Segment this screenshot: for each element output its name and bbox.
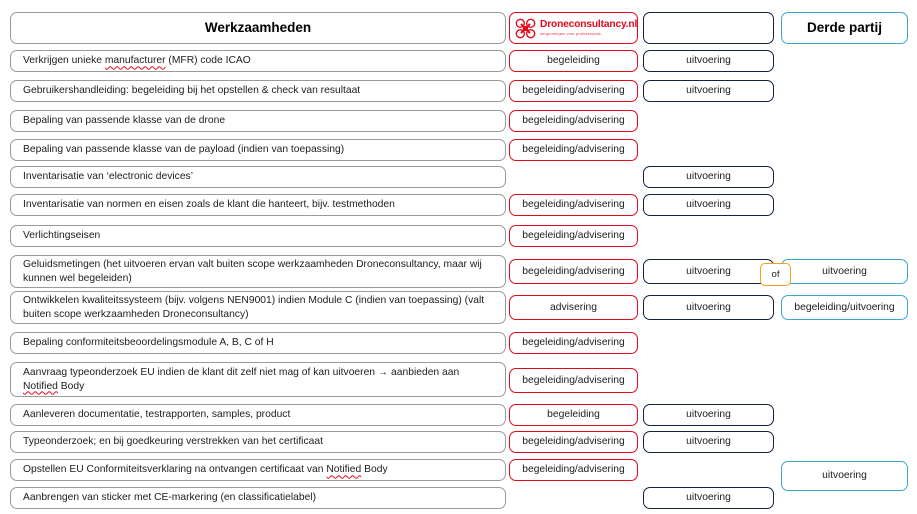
third-party-role-cell-7[interactable] <box>781 259 908 284</box>
task-cell-14[interactable] <box>10 487 506 509</box>
task-cell-11-label: Aanleveren documentatie, testrapporten, samples, product <box>23 409 291 421</box>
task-cell-6-label: Verlichtingseisen <box>23 230 101 242</box>
connector-of-label: of <box>771 269 780 280</box>
client-role-cell-8[interactable] <box>643 295 774 320</box>
task-cell-3-label: Bepaling van passende klasse van de payload (indien van toepassing) <box>23 144 345 156</box>
task-cell-13-label: Opstellen EU Conformiteitsverklaring na ontvangen certificaat van Notified Body <box>23 464 388 476</box>
connector-of-badge <box>760 263 791 286</box>
spellcheck-underline: manufacturer <box>104 55 166 67</box>
task-cell-10[interactable] <box>10 362 506 397</box>
company-role-cell-13[interactable] <box>509 459 638 481</box>
company-role-cell-8[interactable] <box>509 295 638 320</box>
company-role-cell-7[interactable] <box>509 259 638 284</box>
task-cell-2-label: Bepaling van passende klasse van de drone <box>23 115 226 127</box>
task-cell-6[interactable] <box>10 225 506 247</box>
company-role-cell-0-label: begeleiding <box>547 55 600 67</box>
column-header-client <box>643 12 774 44</box>
task-cell-13[interactable] <box>10 459 506 481</box>
client-role-cell-4[interactable] <box>643 166 774 188</box>
task-cell-10-label: Aanvraag typeonderzoek EU indien de klant dit zelf niet mag of kan uitvoeren → aanbieden aan Notified Body <box>23 367 460 392</box>
client-role-cell-11-label: uitvoering <box>686 409 731 421</box>
task-cell-12-label: Typeonderzoek; en bij goedkeuring verstrekken van het certificaat <box>23 436 323 448</box>
company-role-cell-3-label: begeleiding/advisering <box>522 144 625 156</box>
client-role-cell-5-label: uitvoering <box>686 199 731 211</box>
task-cell-12[interactable] <box>10 431 506 453</box>
logo-text-block <box>540 20 637 36</box>
company-role-cell-2-label: begeleiding/advisering <box>522 115 625 127</box>
column-header-werkzaamheden <box>10 12 506 44</box>
client-role-cell-12[interactable] <box>643 431 774 453</box>
company-role-cell-1-label: begeleiding/advisering <box>522 85 625 97</box>
company-role-cell-7-label: begeleiding/advisering <box>522 265 625 277</box>
third-party-role-cell-8-label: begeleiding/uitvoering <box>794 301 895 313</box>
client-role-cell-8-label: uitvoering <box>686 301 731 313</box>
company-role-cell-8-label: advisering <box>550 301 597 313</box>
drone-icon <box>514 17 537 40</box>
company-role-cell-6[interactable] <box>509 225 638 247</box>
client-role-cell-5[interactable] <box>643 194 774 216</box>
client-role-cell-14-label: uitvoering <box>686 492 731 504</box>
logo-tagline: vergunningen voor professionals <box>540 30 601 36</box>
company-role-cell-3[interactable] <box>509 139 638 161</box>
client-role-cell-7-label: uitvoering <box>686 265 731 277</box>
column-header-droneconsultancy-logo <box>509 12 638 44</box>
task-cell-0[interactable] <box>10 50 506 72</box>
company-role-cell-5[interactable] <box>509 194 638 216</box>
third-party-role-cell-13-label: uitvoering <box>822 470 867 482</box>
task-cell-9[interactable] <box>10 332 506 354</box>
task-cell-4-label: Inventarisatie van ‘electronic devices’ <box>23 171 193 183</box>
company-role-cell-6-label: begeleiding/advisering <box>522 230 625 242</box>
third-party-role-cell-13[interactable] <box>781 461 908 491</box>
task-cell-7-label: Geluidsmetingen (het uitvoeren ervan valt buiten scope werkzaamheden Droneconsultancy, maar wij kunnen wel begeleiden) <box>23 259 482 284</box>
task-cell-4[interactable] <box>10 166 506 188</box>
company-role-cell-11[interactable] <box>509 404 638 426</box>
company-role-cell-12[interactable] <box>509 431 638 453</box>
company-role-cell-13-label: begeleiding/advisering <box>522 464 625 476</box>
column-header-werkzaamheden-label: Werkzaamheden <box>204 20 312 36</box>
client-role-cell-1-label: uitvoering <box>686 85 731 97</box>
company-role-cell-9[interactable] <box>509 332 638 354</box>
task-cell-8-label: Ontwikkelen kwaliteitssysteem (bijv. volgens NEN9001) indien Module C (indien van toepassing) (valt buiten scope werkzaamheden Droneconsultancy) <box>23 295 485 320</box>
spellcheck-underline: Notified <box>326 464 362 476</box>
company-role-cell-0[interactable] <box>509 50 638 72</box>
task-cell-3[interactable] <box>10 139 506 161</box>
company-role-cell-1[interactable] <box>509 80 638 102</box>
company-role-cell-2[interactable] <box>509 110 638 132</box>
company-role-cell-9-label: begeleiding/advisering <box>522 337 625 349</box>
company-role-cell-5-label: begeleiding/advisering <box>522 199 625 211</box>
task-cell-0-label: Verkrijgen unieke manufacturer (MFR) code ICAO <box>23 55 251 67</box>
client-role-cell-7[interactable] <box>643 259 774 284</box>
logo-brand-name: Droneconsultancy.nl <box>540 19 638 31</box>
task-cell-8[interactable] <box>10 291 506 324</box>
company-role-cell-10[interactable] <box>509 368 638 393</box>
task-cell-5-label: Inventarisatie van normen en eisen zoals de klant die hanteert, bijv. testmethoden <box>23 199 395 211</box>
client-role-cell-1[interactable] <box>643 80 774 102</box>
third-party-role-cell-8[interactable] <box>781 295 908 320</box>
spellcheck-underline: Notified <box>23 380 58 392</box>
task-cell-11[interactable] <box>10 404 506 426</box>
task-cell-9-label: Bepaling conformiteitsbeoordelingsmodule A, B, C of H <box>23 337 274 349</box>
client-role-cell-14[interactable] <box>643 487 774 509</box>
task-cell-5[interactable] <box>10 194 506 216</box>
company-role-cell-12-label: begeleiding/advisering <box>522 436 625 448</box>
third-party-role-cell-7-label: uitvoering <box>822 265 867 277</box>
task-cell-1-label: Gebruikershandleiding: begeleiding bij het opstellen & check van resultaat <box>23 85 361 97</box>
company-role-cell-10-label: begeleiding/advisering <box>522 374 625 386</box>
client-role-cell-0[interactable] <box>643 50 774 72</box>
column-header-derde-partij <box>781 12 908 44</box>
task-cell-14-label: Aanbrengen van sticker met CE-markering (en classificatielabel) <box>23 492 317 504</box>
column-header-derde-partij-label: Derde partij <box>806 20 883 36</box>
client-role-cell-11[interactable] <box>643 404 774 426</box>
client-role-cell-0-label: uitvoering <box>686 55 731 67</box>
company-role-cell-11-label: begeleiding <box>547 409 600 421</box>
client-role-cell-4-label: uitvoering <box>686 171 731 183</box>
client-role-cell-12-label: uitvoering <box>686 436 731 448</box>
task-cell-2[interactable] <box>10 110 506 132</box>
task-cell-7[interactable] <box>10 255 506 288</box>
task-cell-1[interactable] <box>10 80 506 102</box>
